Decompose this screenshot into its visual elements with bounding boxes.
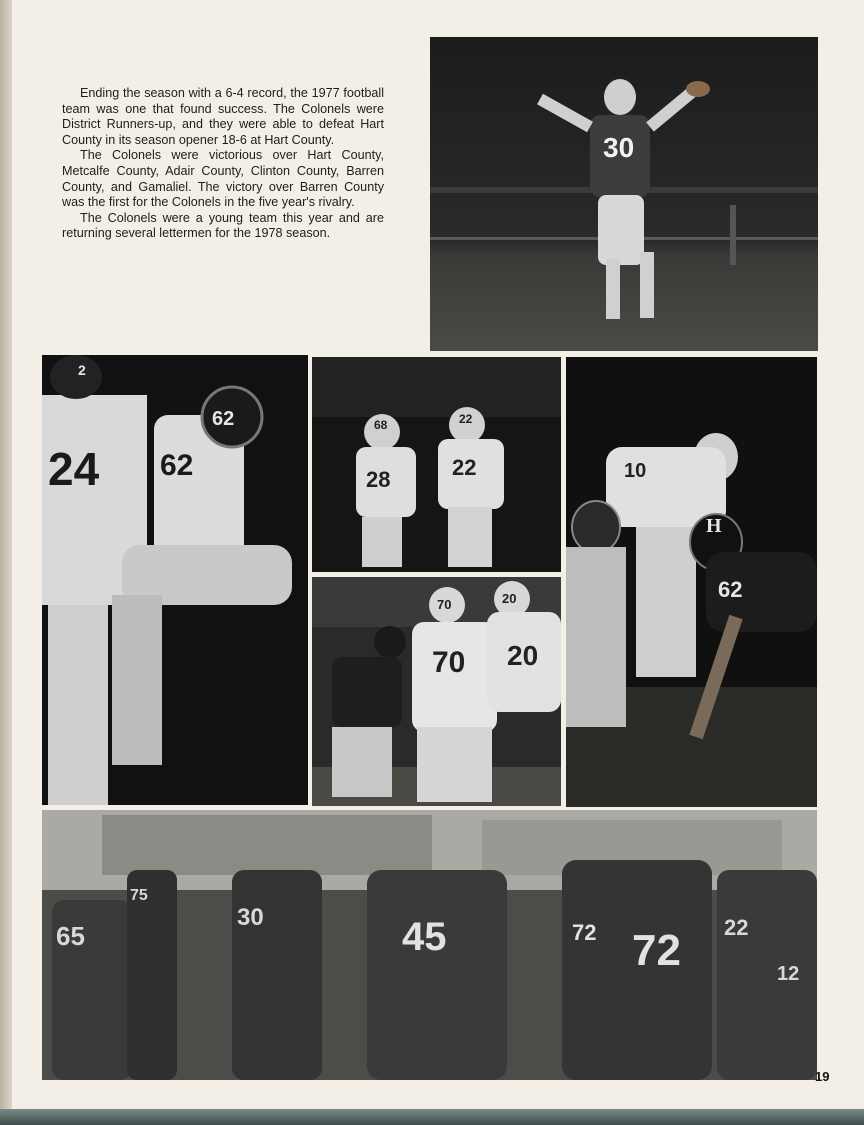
jersey-number-22: 22 [452, 455, 477, 480]
helmet-number-70: 70 [437, 597, 452, 612]
jersey-number-72: 72 [632, 926, 681, 975]
jersey-number-30: 30 [237, 904, 264, 931]
helmet-number-62: 62 [212, 408, 235, 430]
page-bottom-edge [0, 1109, 864, 1125]
paragraph-1: Ending the season with a 6-4 record, the 1977 football team was one that found success. The Colonels were District Runners-up, and they were able to defeat Hart County in its season opener 18-6 at Hart County. [62, 86, 384, 147]
jersey-number-62: 62 [718, 577, 743, 602]
photo-linemen-24-62 [42, 355, 308, 805]
photo-line-play-70-20 [312, 577, 561, 806]
jersey-number-75: 75 [130, 887, 148, 904]
helmet-number-68: 68 [374, 418, 388, 432]
page-number: 19 [815, 1069, 830, 1084]
jersey-number-12: 12 [777, 963, 800, 985]
jersey-number-72-sleeve: 72 [572, 920, 597, 945]
photo-player-30-celebrating [430, 37, 818, 351]
jersey-number-22: 22 [724, 915, 749, 940]
paragraph-3: The Colonels were a young team this year and are returning several lettermen for the 1978 season. [62, 210, 384, 241]
jersey-number-28: 28 [366, 467, 391, 492]
paragraph-2: The Colonels were victorious over Hart County, Metcalfe County, Adair County, Clinton County, Barren County, and Gamaliel. The victory over Barren County was the first for the Colonels in the five year's rivalry. [62, 148, 384, 210]
jersey-number-45: 45 [402, 915, 447, 959]
helmet-number-20: 20 [502, 591, 517, 606]
helmet-number-22: 22 [459, 412, 473, 426]
jersey-number-24: 24 [48, 443, 100, 495]
helmet-number-2: 2 [78, 362, 86, 378]
jersey-number-10: 10 [624, 460, 647, 482]
jersey-number-20: 20 [507, 640, 539, 671]
article-text [62, 86, 384, 242]
jersey-number-62: 62 [160, 449, 194, 482]
photo-backfield-28-22 [312, 357, 561, 572]
photo-scrimmage-line-62 [566, 357, 817, 807]
jersey-number-65: 65 [56, 921, 85, 951]
photo-team-sideline [42, 810, 817, 1080]
helmet-letter-h: H [706, 515, 722, 537]
jersey-number: 30 [603, 132, 635, 163]
jersey-number-70: 70 [432, 646, 466, 679]
